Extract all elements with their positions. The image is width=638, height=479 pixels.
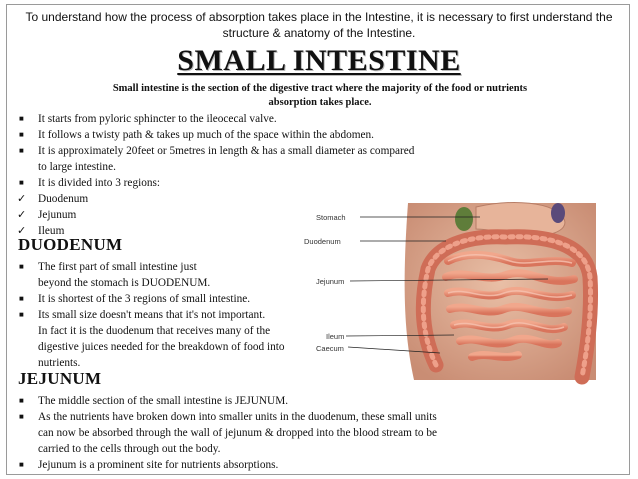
bullet-continuation: carried to the cells through out the body. [38,443,221,455]
checkmark-icon: ✓ [17,193,27,205]
bullet-item: ■ It is shortest of the 3 regions of small intestine. [19,293,251,305]
jejunum-list [16,393,536,473]
square-bullet-icon: ■ [19,130,24,139]
bullet-item: ■ Jejunum is a prominent site for nutrients absorptions. [19,459,279,471]
jejunum-heading: JEJUNUM [18,369,102,388]
label-duodenum: Duodenum [304,237,341,246]
duodenum-heading: DUODENUM [18,235,123,254]
square-bullet-icon: ■ [19,396,24,405]
bullet-continuation: can now be absorbed through the wall of jejunum & dropped into the blood stream to be [38,427,438,439]
checkmark-icon: ✓ [17,225,27,237]
bullet-item: ■ It follows a twisty path & takes up much of the space within the abdomen. [19,129,375,141]
square-bullet-icon: ■ [19,294,24,303]
bullet-item: ■ As the nutrients have broken down into smaller units in the duodenum, these small units [19,411,437,423]
bullet-continuation: beyond the stomach is DUODENUM. [38,277,211,289]
bullet-item: ■ Its small size doesn't means that it's not important. [19,309,266,321]
bullet-item: ■ The first part of small intestine just [19,261,197,273]
region-item: ✓ Ileum [17,225,65,237]
bullet-continuation: nutrients. [38,357,81,369]
duodenum-list [16,259,316,371]
bullet-item: ■ It is approximately 20feet or 5metres in length & has a small diameter as compared [19,145,415,157]
intro-text: To understand how the process of absorption takes place in the Intestine, it is necessary to first understand the structure & anatomy of the Intestine. [25,10,613,40]
label-caecum: Caecum [316,344,344,353]
square-bullet-icon: ■ [19,310,24,319]
square-bullet-icon: ■ [19,114,24,123]
checkmark-icon: ✓ [17,209,27,221]
label-ileum: Ileum [326,332,345,341]
bullet-continuation: to large intestine. [38,161,116,173]
bullet-item: ■ It is divided into 3 regions: [19,177,161,189]
page-title [0,44,638,78]
square-bullet-icon: ■ [19,262,24,271]
subtitle: Small intestine is the section of the digestive tract where the majority of the food or nutrients absorption takes place. [112,83,528,108]
label-jejunum: Jejunum [316,277,345,286]
region-item: ✓ Jejunum [17,209,77,221]
bullet-item: ■ The middle section of the small intestine is JEJUNUM. [19,395,289,407]
square-bullet-icon: ■ [19,412,24,421]
square-bullet-icon: ■ [19,178,24,187]
square-bullet-icon: ■ [19,460,24,469]
intestine-illustration [296,195,606,385]
square-bullet-icon: ■ [19,146,24,155]
gallbladder-shape [455,207,473,231]
bullet-continuation: digestive juices needed for the breakdown of food into [38,341,285,353]
bullet-item: ■ It starts from pyloric sphincter to the ileocecal valve. [19,113,277,125]
title-text: SMALL INTESTINE [177,44,461,77]
bullet-continuation: In fact it is the duodenum that receives many of the [38,325,271,337]
label-stomach: Stomach [316,213,346,222]
region-item: ✓ Duodenum [17,193,89,205]
